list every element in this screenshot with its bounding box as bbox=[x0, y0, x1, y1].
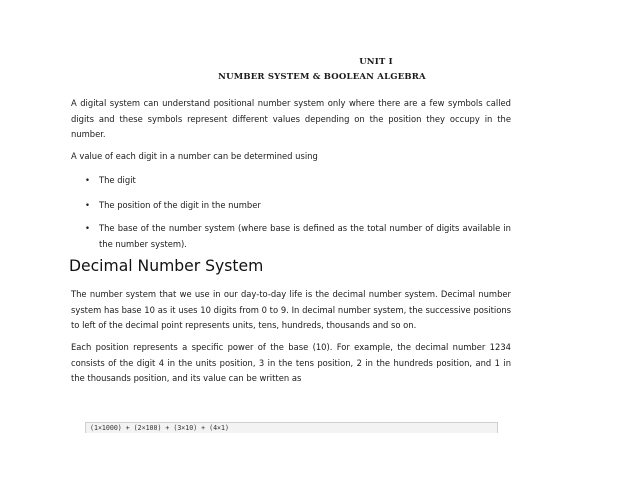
list-item-text: The base of the number system (where base is defined as the total number of digits available in the number system). bbox=[99, 223, 511, 249]
digit-factors-list-3 bbox=[71, 221, 511, 252]
list-item bbox=[71, 173, 511, 189]
bullet-icon: • bbox=[85, 175, 90, 185]
list-item-text: The position of the digit in the number bbox=[99, 200, 261, 210]
list-item bbox=[71, 198, 511, 214]
unit-header bbox=[0, 57, 640, 82]
section-heading: Decimal Number System bbox=[69, 257, 264, 275]
list-item bbox=[71, 221, 511, 252]
code-snippet: (1×1000) + (2×100) + (3×10) + (4×1) bbox=[85, 422, 498, 433]
intro-paragraph: A digital system can understand positional number system only where there are a few symbols called digits and these symbols represent different values depending on the position they occupy in the number. bbox=[71, 98, 511, 139]
decimal-paragraph-2: Each position represents a specific power of the base (10). For example, the decimal number 1234 consists of the digit 4 in the units position, 3 in the tens position, 2 in the hundreds position, and 1 in the thousands position, and its value can be written as bbox=[71, 342, 511, 383]
bullet-icon: • bbox=[85, 223, 90, 233]
chapter-title: NUMBER SYSTEM & BOOLEAN ALGEBRA bbox=[218, 72, 426, 82]
decimal-paragraph-1: The number system that we use in our day-to-day life is the decimal number system. Decimal number system has base 10 as it uses 10 digits from 0 to 9. In decimal number system, the successive positions to left of the decimal point represents units, tens, hundreds, thousands and so on. bbox=[71, 289, 511, 330]
digit-value-intro: A value of each digit in a number can be determined using bbox=[71, 151, 318, 161]
digit-factors-list bbox=[71, 173, 511, 189]
unit-label: UNIT I bbox=[359, 57, 393, 67]
bullet-icon: • bbox=[85, 200, 90, 210]
list-item-text: The digit bbox=[99, 175, 136, 185]
digit-factors-list-2 bbox=[71, 198, 511, 214]
